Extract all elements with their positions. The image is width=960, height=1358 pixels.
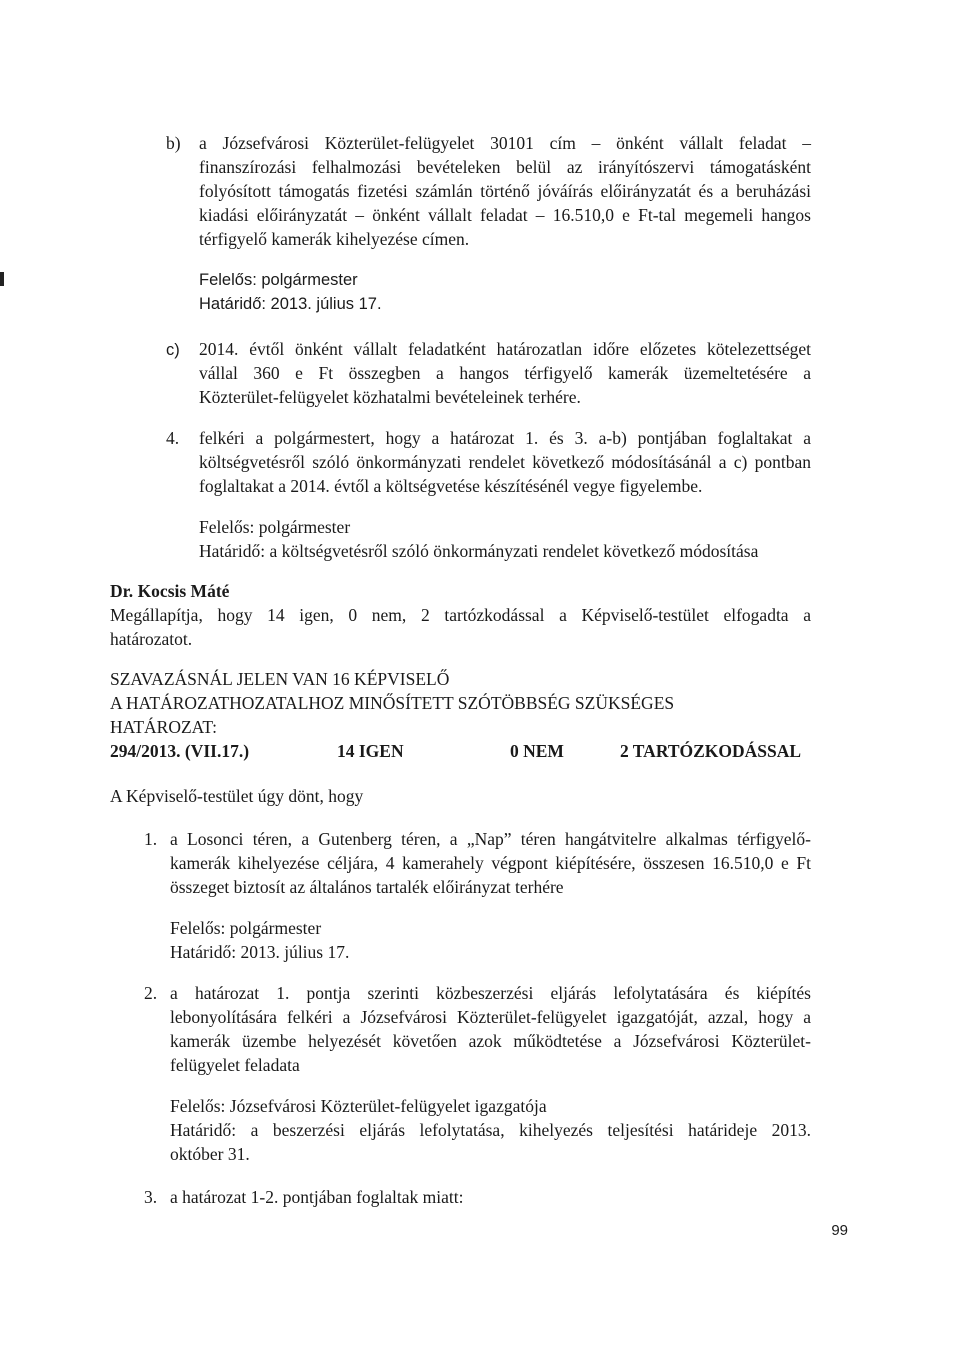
section-b-marker: b) (166, 133, 181, 153)
item-4-marker: 4. (166, 428, 180, 448)
speaker-fullname: Kocsis Máté (137, 581, 230, 601)
section-c-line: 2014. évtől önként vállalt feladatként határozatlan időre előzetes kötelezettséget (199, 339, 811, 359)
section-b-responsible: Felelős: polgármester (199, 271, 358, 289)
section-b-line: a Józsefvárosi Közterület-felügyelet 30101 cím – önként vállalt feladat – (199, 133, 811, 153)
vote-majority: A HATÁROZATHOZATALHOZ MINŐSÍTETT SZÓTÖBBSÉG SZÜKSÉGES (110, 693, 675, 713)
item-4-line: költségvetésről szóló önkormányzati rendelet következő módosításánál a c) pontban (199, 452, 811, 472)
vote-present: SZAVAZÁSNÁL JELEN VAN 16 KÉPVISELŐ (110, 669, 450, 689)
point-2-marker: 2. (144, 983, 158, 1003)
vote-label: HATÁROZAT: (110, 717, 218, 737)
section-b-line: térfigyelő kamerák kihelyezése címen. (199, 229, 470, 249)
point-3-marker: 3. (144, 1187, 158, 1207)
speaker-title: Dr. (110, 581, 134, 601)
speaker-statement-line: Megállapítja, hogy 14 igen, 0 nem, 2 tartózkodással a Képviselő-testület elfogadta a (110, 605, 811, 625)
point-2-line: a határozat 1. pontja szerinti közbeszerzési eljárás lefolytatására és kiépítés (170, 983, 811, 1003)
item-4-line: felkéri a polgármestert, hogy a határozat 1. és 3. a-b) pontjában foglaltakat a (199, 428, 811, 448)
scan-margin-mark (0, 272, 4, 286)
point-1-deadline: Határidő: 2013. július 17. (170, 942, 350, 962)
point-3-text: a határozat 1-2. pontjában foglaltak miatt: (170, 1187, 464, 1207)
decision-intro: A Képviselő-testület úgy dönt, hogy (110, 786, 364, 806)
point-1-line: a Losonci téren, a Gutenberg téren, a „Nap” téren hangátvitelre alkalmas térfigyelő- (170, 829, 811, 849)
point-1-line: összeget biztosít az általános tartalék előirányzat terhére (170, 877, 564, 897)
point-2-responsible: Felelős: Józsefvárosi Közterület-felügyelet igazgatója (170, 1096, 547, 1116)
item-4-responsible: Felelős: polgármester (199, 517, 351, 537)
item-4-deadline: Határidő: a költségvetésről szóló önkormányzati rendelet következő módosítása (199, 541, 759, 561)
point-2-line: felügyelet feladata (170, 1055, 300, 1075)
point-1-marker: 1. (144, 829, 158, 849)
point-2-deadline-line: október 31. (170, 1144, 250, 1164)
section-c-marker: c) (166, 341, 180, 359)
item-4-line: foglaltakat a 2014. évtől a költségvetése készítésénél vegye figyelembe. (199, 476, 703, 496)
point-2-deadline-line: Határidő: a beszerzési eljárás lefolytatása, kihelyezés teljesítési határideje 2013. (170, 1120, 811, 1140)
point-2-line: lebonyolítására felkéri a Józsefvárosi Közterület-felügyelet igazgatóját, azzal, hogy a (170, 1007, 811, 1027)
point-1-responsible: Felelős: polgármester (170, 918, 322, 938)
resolution-abstain: 2 TARTÓZKODÁSSAL (620, 741, 802, 761)
resolution-no: 0 NEM (510, 741, 564, 761)
resolution-number: 294/2013. (VII.17.) (110, 741, 250, 761)
resolution-yes: 14 IGEN (337, 741, 404, 761)
point-2-line: kamerák üzembe helyezését követően azok működtetése a Józsefvárosi Közterület- (170, 1031, 811, 1051)
section-b-line: kiadási előirányzatát – önként vállalt feladat – 16.510,0 e Ft-tal megemeli hangos (199, 205, 811, 225)
section-c-line: vállal 360 e Ft összegben a hangos térfigyelő kamerák üzemeltetésére a (199, 363, 811, 383)
section-b-deadline: Határidő: 2013. július 17. (199, 295, 382, 313)
point-1-line: kamerák kihelyezése céljára, 4 kamerahely végpont kiépítésére, összesen 16.510,0 e Ft (170, 853, 811, 873)
section-b-line: folyósított támogatás fizetési számlán történő jóváírás előirányzatát és a beruházási (199, 181, 811, 201)
section-b-line: finanszírozási felhalmozási bevételeken belül az irányítószervi támogatásként (199, 157, 811, 177)
speaker-statement-line: határozatot. (110, 629, 193, 649)
speaker-name (110, 580, 229, 602)
section-c-line: Közterület-felügyelet közhatalmi bevételeinek terhére. (199, 387, 581, 407)
page-number: 99 (831, 1222, 848, 1239)
